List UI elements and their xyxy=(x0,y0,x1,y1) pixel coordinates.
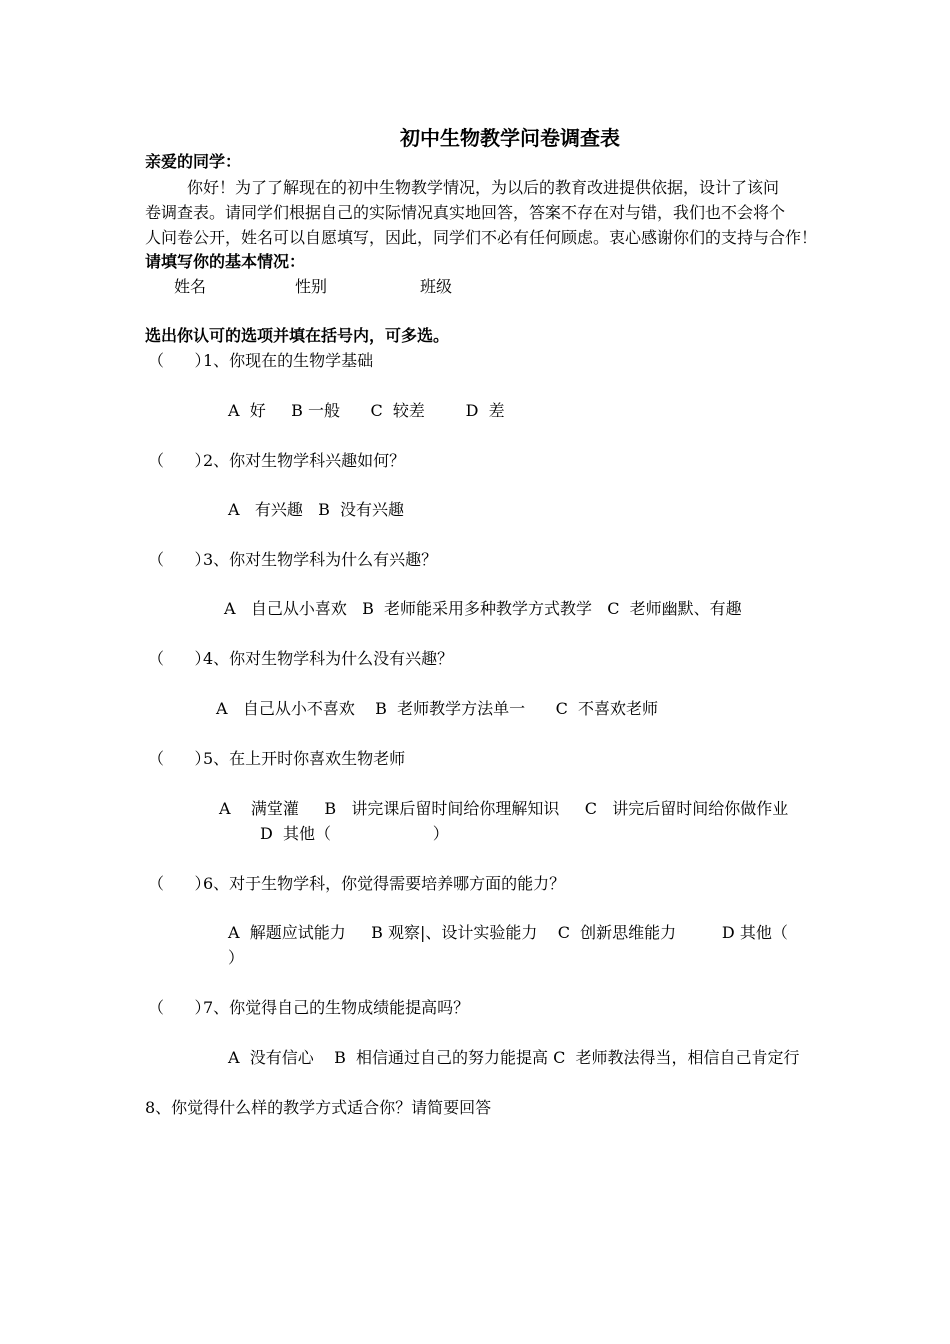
question-4-options: A 自己从小不喜欢 B 老师教学方法单一 C 不喜欢老师 xyxy=(216,699,659,718)
answer-blank-q4[interactable]: （ ） xyxy=(148,649,211,668)
intro-line-1: 你好！为了了解现在的初中生物教学情况，为以后的教育改进提供依据，设计了该问 xyxy=(187,178,780,197)
answer-blank-q7[interactable]: （ ） xyxy=(148,998,211,1017)
answer-blank-q2[interactable]: （ ） xyxy=(148,451,211,470)
question-6-options: A 解题应试能力 B 观察|、设计实验能力 C 创新思维能力 D 其他（ xyxy=(228,923,788,942)
gender-field-label: 性别 xyxy=(295,277,328,296)
basic-info-heading: 请填写你的基本情况： xyxy=(145,252,306,271)
question-1-options: A 好 B 一般 C 较差 D 差 xyxy=(228,401,505,420)
question-8-text: 8、你觉得什么样的教学方式适合你？请简要回答 xyxy=(145,1098,492,1117)
question-7-options: A 没有信心 B 相信通过自己的努力能提高 C 老师教法得当，相信自己肯定行 xyxy=(228,1048,800,1067)
question-3-options: A 自己从小喜欢 B 老师能采用多种教学方式教学 C 老师幽默、有趣 xyxy=(224,599,742,618)
question-2-options: A 有兴趣 B 没有兴趣 xyxy=(228,500,405,519)
answer-blank-q6[interactable]: （ ） xyxy=(148,874,211,893)
question-7-text: 7、你觉得自己的生物成绩能提高吗？ xyxy=(203,998,470,1017)
document-title: 初中生物教学问卷调查表 xyxy=(400,126,620,150)
question-5-options: A 满堂灌 B 讲完课后留时间给你理解知识 C 讲完后留时间给你做作业 xyxy=(219,799,789,818)
answer-blank-q1[interactable]: （ ） xyxy=(148,351,211,370)
intro-line-3: 人问卷公开，姓名可以自愿填写，因此，同学们不必有任何顾虑。衷心感谢你们的支持与合作！ xyxy=(145,228,818,247)
question-5-text: 5、在上开时你喜欢生物老师 xyxy=(203,749,406,768)
answer-blank-q3[interactable]: （ ） xyxy=(148,550,211,569)
greeting: 亲爱的同学： xyxy=(145,152,242,171)
question-1-text: 1、你现在的生物学基础 xyxy=(203,351,374,370)
question-4-text: 4、你对生物学科为什么没有兴趣？ xyxy=(203,649,454,668)
question-6-options-line-2: ） xyxy=(228,948,245,967)
intro-line-2: 卷调查表。请同学们根据自己的实际情况真实地回答，答案不存在对与错，我们也不会将个 xyxy=(145,203,786,222)
question-3-text: 3、你对生物学科为什么有兴趣？ xyxy=(203,550,438,569)
name-field-label: 姓名 xyxy=(174,277,207,296)
question-5-options-line-2: D 其他（ ） xyxy=(260,824,449,843)
answer-blank-q5[interactable]: （ ） xyxy=(148,749,211,768)
class-field-label: 班级 xyxy=(420,277,453,296)
question-6-text: 6、对于生物学科，你觉得需要培养哪方面的能力？ xyxy=(203,874,566,893)
instruction: 选出你认可的选项并填在括号内，可多选。 xyxy=(145,326,450,345)
question-2-text: 2、你对生物学科兴趣如何？ xyxy=(203,451,406,470)
